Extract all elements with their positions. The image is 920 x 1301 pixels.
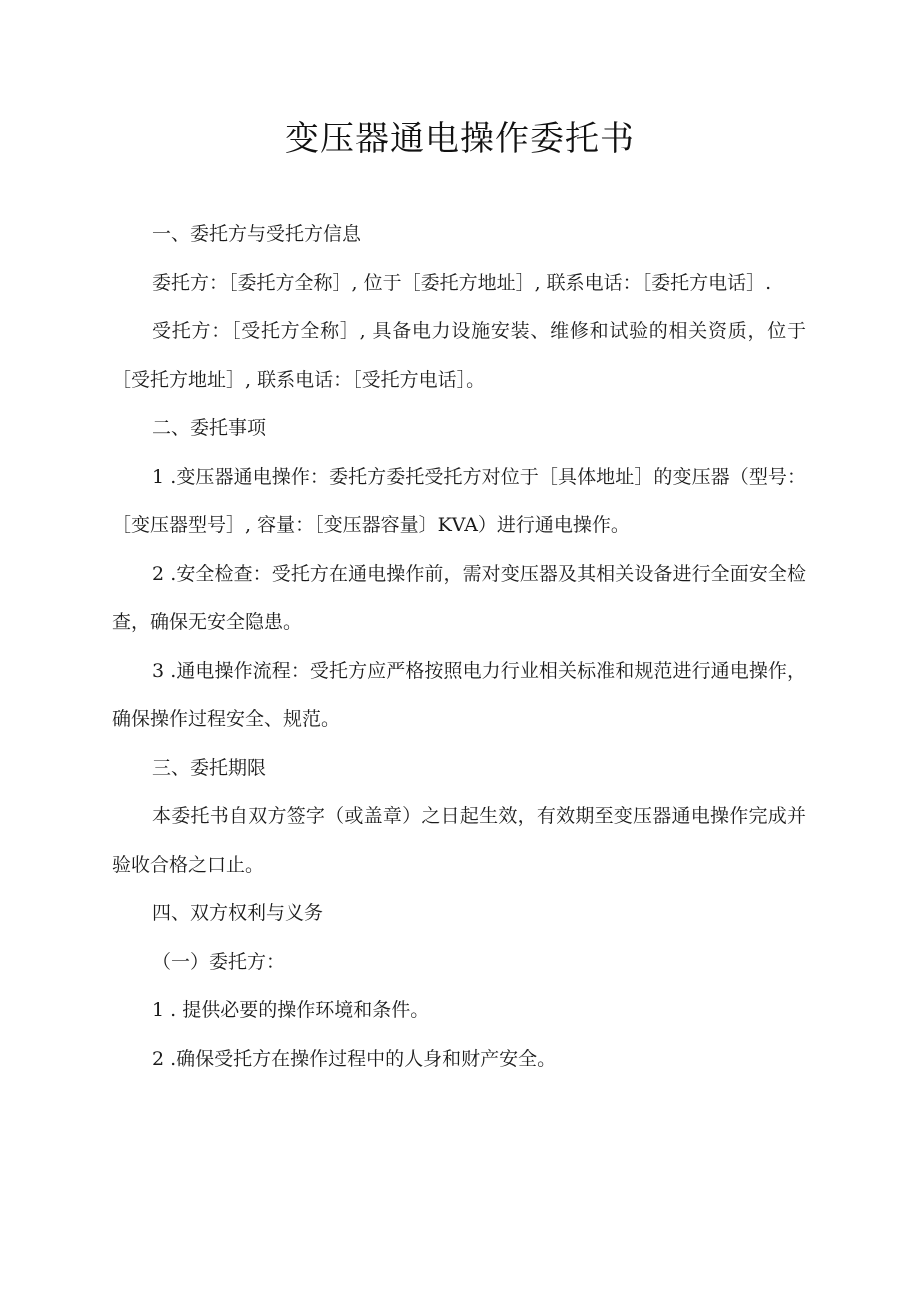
section-heading-1: 一、委托方与受托方信息 [152,223,362,245]
section-heading-4: 四、双方权利与义务 [152,902,324,924]
principal-info-paragraph: 委托方：［委托方全称］, 位于［委托方地址］, 联系电话：［委托方电话］. [152,271,772,294]
entrusted-item-2: 2 .安全检查：受托方在通电操作前，需对变压器及其相关设备进行全面安全检查，确保无安全隐患。 [112,562,806,633]
section-heading-2: 二、委托事项 [152,417,267,439]
principal-duty-2: 2 .确保受托方在操作过程中的人身和财产安全。 [152,1047,557,1070]
document-body [112,210,806,1083]
entrusted-item-3: 3 .通电操作流程：受托方应严格按照电力行业相关标准和规范进行通电操作，确保操作过程安全、规范。 [112,659,806,730]
principal-duty-1: 1 . 提供必要的操作环境和条件。 [152,999,430,1021]
principal-subheading: （一）委托方： [152,950,286,973]
document-title: 变压器通电操作委托书 [285,119,635,159]
term-paragraph: 本委托书自双方签字（或盖章）之日起生效，有效期至变压器通电操作完成并验收合格之口止。 [112,805,806,876]
agent-info-paragraph: 受托方：［受托方全称］, 具备电力设施安装、维修和试验的相关资质，位于［受托方地址］, 联系电话：［受托方电话］。 [112,320,806,391]
section-heading-3: 三、委托期限 [152,756,267,779]
entrusted-item-1: 1 .变压器通电操作：委托方委托受托方对位于［具体地址］的变压器（型号：［变压器型号］, 容量：［变压器容量〕KVA）进行通电操作。 [112,465,806,536]
